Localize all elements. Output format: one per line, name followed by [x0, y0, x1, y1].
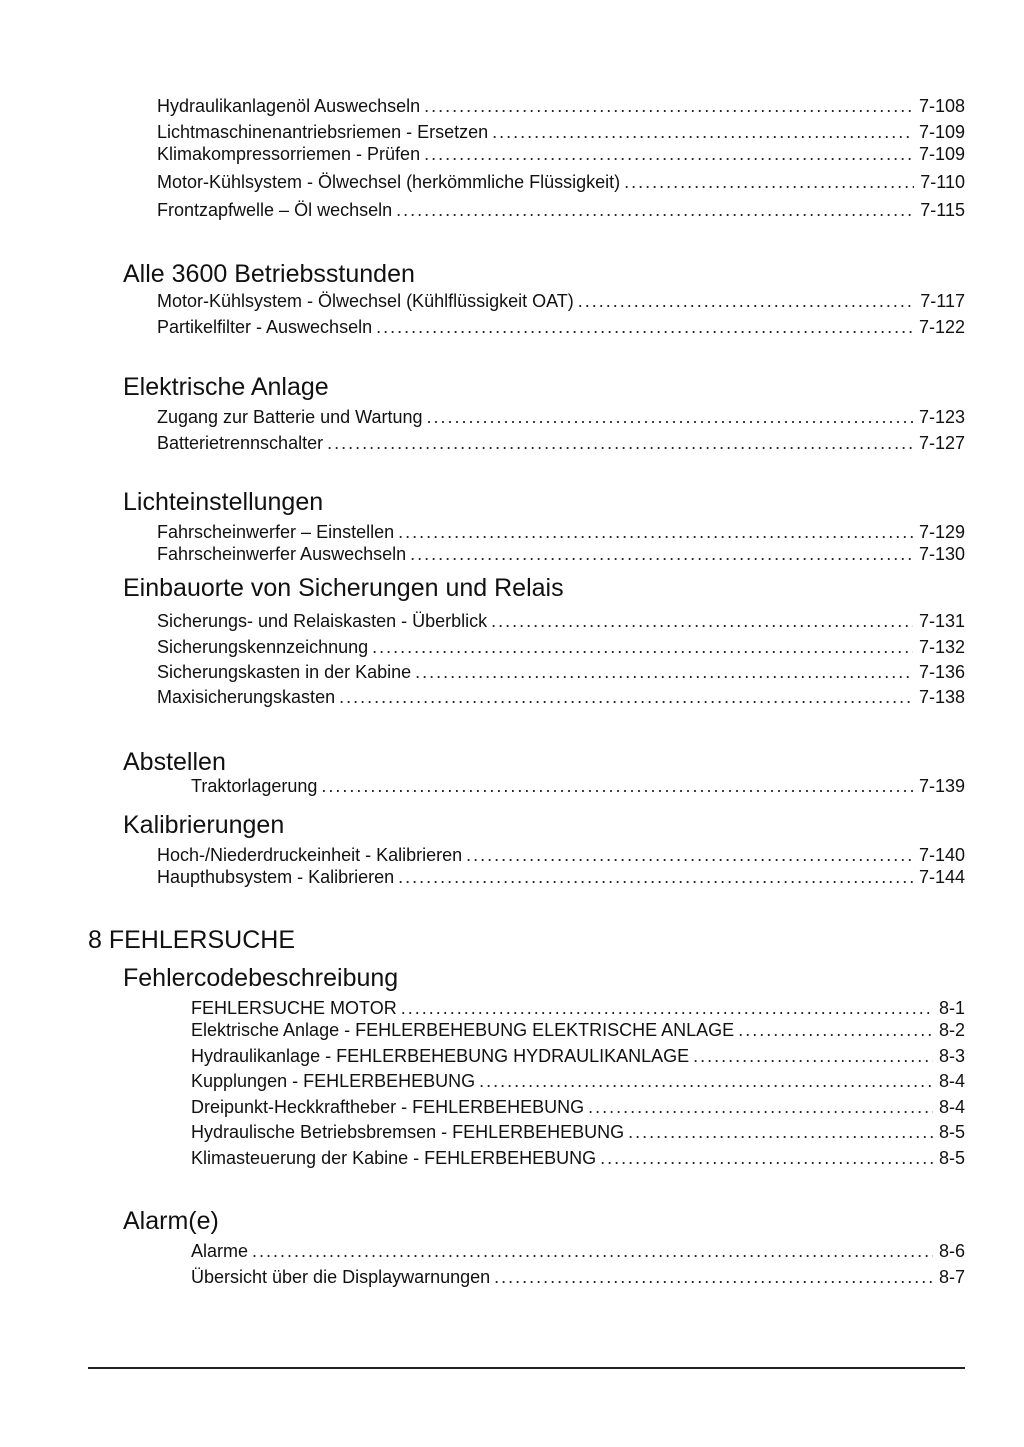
toc-entry[interactable]: [157, 610, 965, 632]
toc-entry[interactable]: [157, 171, 965, 193]
toc-entry-page: 7-122: [918, 317, 965, 337]
toc-entry[interactable]: [191, 1240, 965, 1262]
dot-leader: [415, 661, 913, 683]
toc-entry-page: 7-139: [918, 776, 965, 796]
toc-entry[interactable]: [191, 1070, 965, 1092]
dot-leader: [693, 1045, 933, 1067]
dot-leader: [588, 1096, 933, 1118]
toc-entry-title: Alarme: [191, 1241, 249, 1261]
toc-entry[interactable]: [191, 997, 965, 1019]
dot-leader: [600, 1147, 933, 1169]
toc-entry-page: 7-109: [918, 122, 965, 142]
dot-leader: [401, 997, 933, 1019]
toc-entry-title: Zugang zur Batterie und Wartung: [157, 407, 423, 427]
toc-entry-page: 7-136: [918, 662, 965, 682]
footer-rule: [88, 1367, 965, 1369]
toc-entry[interactable]: [157, 661, 965, 683]
toc-entry-title: Traktorlagerung: [191, 776, 318, 796]
dot-leader: [494, 1266, 933, 1288]
chapter-title: 8 FEHLERSUCHE: [88, 926, 295, 954]
dot-leader: [426, 406, 912, 428]
dot-leader: [372, 636, 913, 658]
dot-leader: [624, 171, 914, 193]
toc-entry[interactable]: [191, 775, 965, 797]
toc-entry[interactable]: [157, 316, 965, 338]
toc-entry-title: Batterietrennschalter: [157, 433, 324, 453]
dot-leader: [327, 432, 913, 454]
toc-entry[interactable]: [191, 1096, 965, 1118]
toc-entry-title: Sicherungs- und Relaiskasten - Überblick: [157, 611, 488, 631]
toc-entry[interactable]: [157, 636, 965, 658]
toc-entry-title: Hydraulikanlagenöl Auswechseln: [157, 96, 421, 116]
toc-entry[interactable]: [157, 866, 965, 888]
section-heading: Alle 3600 Betriebsstunden: [123, 260, 415, 288]
toc-entry-page: 8-5: [938, 1122, 965, 1142]
toc-entry-page: 7-123: [918, 407, 965, 427]
dot-leader: [628, 1121, 933, 1143]
toc-entry-page: 7-138: [918, 687, 965, 707]
toc-entry[interactable]: [157, 95, 965, 117]
dot-leader: [491, 610, 913, 632]
toc-entry[interactable]: [157, 521, 965, 543]
dot-leader: [396, 199, 914, 221]
toc-entry[interactable]: [157, 406, 965, 428]
toc-entry-page: 7-108: [918, 96, 965, 116]
toc-entry-title: Maxisicherungskasten: [157, 687, 336, 707]
toc-entry[interactable]: [191, 1147, 965, 1169]
toc-entry-title: Hydraulikanlage - FEHLERBEHEBUNG HYDRAULIKANLAGE: [191, 1046, 690, 1066]
toc-entry-title: Sicherungskennzeichnung: [157, 637, 369, 657]
toc-entry[interactable]: [191, 1019, 965, 1041]
dot-leader: [424, 95, 913, 117]
toc-entry-page: 7-131: [918, 611, 965, 631]
toc-entry-page: 7-132: [918, 637, 965, 657]
toc-entry-page: 7-144: [918, 867, 965, 887]
dot-leader: [321, 775, 913, 797]
toc-entry[interactable]: [191, 1121, 965, 1143]
toc-entry-page: 7-110: [920, 172, 965, 192]
toc-entry-page: 7-130: [918, 544, 965, 564]
toc-entry-page: 8-2: [938, 1020, 965, 1040]
toc-entry[interactable]: [157, 143, 965, 165]
dot-leader: [398, 866, 913, 888]
dot-leader: [479, 1070, 933, 1092]
toc-entry[interactable]: [157, 686, 965, 708]
toc-entry-page: 7-129: [918, 522, 965, 542]
toc-entry-title: Hydraulische Betriebsbremsen - FEHLERBEHEBUNG: [191, 1122, 625, 1142]
toc-entry[interactable]: [157, 290, 965, 312]
toc-entry-title: Kupplungen - FEHLERBEHEBUNG: [191, 1071, 476, 1091]
dot-leader: [492, 121, 913, 143]
toc-entry[interactable]: [157, 199, 965, 221]
toc-entry-title: Partikelfilter - Auswechseln: [157, 317, 373, 337]
section-heading: Fehlercodebeschreibung: [123, 964, 399, 992]
toc-entry-page: 7-117: [920, 291, 965, 311]
toc-entry-page: 7-109: [918, 144, 965, 164]
toc-entry-title: Fahrscheinwerfer – Einstellen: [157, 522, 395, 542]
dot-leader: [252, 1240, 933, 1262]
toc-entry-title: Lichtmaschinenantriebsriemen - Ersetzen: [157, 122, 489, 142]
toc-entry-title: Elektrische Anlage - FEHLERBEHEBUNG ELEKTRISCHE ANLAGE: [191, 1020, 735, 1040]
section-heading: Lichteinstellungen: [123, 488, 324, 516]
toc-entry-page: 8-4: [938, 1097, 965, 1117]
section-heading: Kalibrierungen: [123, 811, 285, 839]
toc-entry-title: Fahrscheinwerfer Auswechseln: [157, 544, 407, 564]
dot-leader: [738, 1019, 933, 1041]
toc-entry-title: Übersicht über die Displaywarnungen: [191, 1267, 491, 1287]
toc-entry-title: Hoch-/Niederdruckeinheit - Kalibrieren: [157, 845, 463, 865]
toc-entry-page: 8-7: [938, 1267, 965, 1287]
toc-entry-title: FEHLERSUCHE MOTOR: [191, 998, 397, 1018]
toc-entry[interactable]: [157, 543, 965, 565]
toc-entry[interactable]: [191, 1266, 965, 1288]
section-heading: Abstellen: [123, 748, 226, 776]
toc-entry-page: 8-5: [938, 1148, 965, 1168]
toc-entry-title: Dreipunkt-Heckkraftheber - FEHLERBEHEBUNG: [191, 1097, 585, 1117]
toc-entry-title: Frontzapfwelle – Öl wechseln: [157, 200, 393, 220]
toc-entry[interactable]: [191, 1045, 965, 1067]
toc-entry-title: Motor-Kühlsystem - Ölwechsel (Kühlflüssigkeit OAT): [157, 291, 574, 311]
section-heading: Elektrische Anlage: [123, 373, 329, 401]
toc-entry-page: 8-6: [938, 1241, 965, 1261]
toc-entry[interactable]: [157, 432, 965, 454]
toc-entry-title: Klimasteuerung der Kabine - FEHLERBEHEBUNG: [191, 1148, 597, 1168]
dot-leader: [466, 844, 913, 866]
dot-leader: [339, 686, 913, 708]
toc-entry-title: Klimakompressorriemen - Prüfen: [157, 144, 421, 164]
toc-entry-title: Motor-Kühlsystem - Ölwechsel (herkömmliche Flüssigkeit): [157, 172, 621, 192]
dot-leader: [410, 543, 913, 565]
dot-leader: [376, 316, 913, 338]
toc-entry-page: 8-3: [938, 1046, 965, 1066]
toc-entry[interactable]: [157, 121, 965, 143]
section-heading: Einbauorte von Sicherungen und Relais: [123, 574, 564, 602]
toc-entry-page: 8-4: [938, 1071, 965, 1091]
toc-entry[interactable]: [157, 844, 965, 866]
toc-entry-page: 7-115: [920, 200, 965, 220]
dot-leader: [424, 143, 913, 165]
toc-entry-page: 7-140: [918, 845, 965, 865]
toc-entry-page: 8-1: [938, 998, 965, 1018]
toc-entry-title: Haupthubsystem - Kalibrieren: [157, 867, 395, 887]
section-heading: Alarm(e): [123, 1207, 219, 1235]
dot-leader: [398, 521, 913, 543]
toc-entry-page: 7-127: [918, 433, 965, 453]
dot-leader: [578, 290, 915, 312]
toc-entry-title: Sicherungskasten in der Kabine: [157, 662, 412, 682]
